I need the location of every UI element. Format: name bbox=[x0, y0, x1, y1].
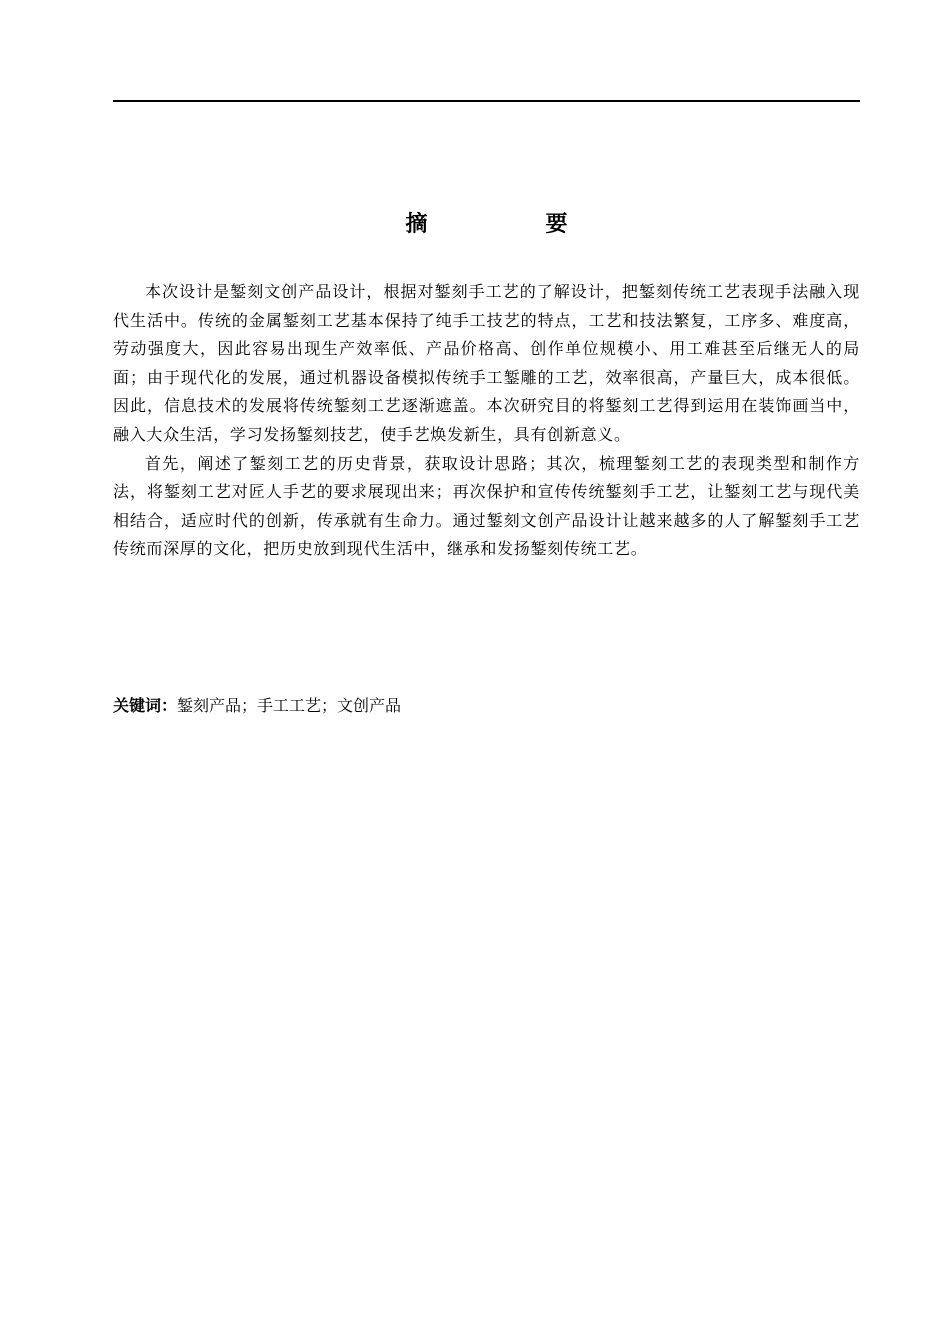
header-rule bbox=[113, 100, 860, 102]
abstract-body bbox=[113, 278, 860, 564]
keywords-line bbox=[113, 692, 860, 720]
page-title: 摘 要 bbox=[405, 212, 616, 237]
keywords-value: 錾刻产品；手工工艺；文创产品 bbox=[177, 696, 402, 715]
abstract-paragraph-1: 本次设计是錾刻文创产品设计，根据对錾刻手工艺的了解设计，把錾刻传统工艺表现手法融入现代生活中。传统的金属錾刻工艺基本保持了纯手工技艺的特点，工艺和技法繁复，工序多、难度高，劳动强度大，因此容易出现生产效率低、产品价格高、创作单位规模小、用工难甚至后继无人的局面；由于现代化的发展，通过机器设备模拟传统手工錾雕的工艺，效率很高，产量巨大，成本很低。因此，信息技术的发展将传统錾刻工艺逐渐遮盖。本次研究目的将錾刻工艺得到运用在装饰画当中，融入大众生活，学习发扬錾刻技艺，使手艺焕发新生，具有创新意义。 bbox=[113, 282, 860, 444]
keywords-label: 关键词： bbox=[113, 696, 178, 715]
abstract-paragraph-2: 首先，阐述了錾刻工艺的历史背景，获取设计思路；其次，梳理錾刻工艺的表现类型和制作方法，将錾刻工艺对匠人手艺的要求展现出来；再次保护和宣传传统錾刻手工艺，让錾刻工艺与现代美相结合，适应时代的创新，传承就有生命力。通过錾刻文创产品设计让越来越多的人了解錾刻手工艺传统而深厚的文化，把历史放到现代生活中，继承和发扬錾刻传统工艺。 bbox=[113, 453, 860, 559]
